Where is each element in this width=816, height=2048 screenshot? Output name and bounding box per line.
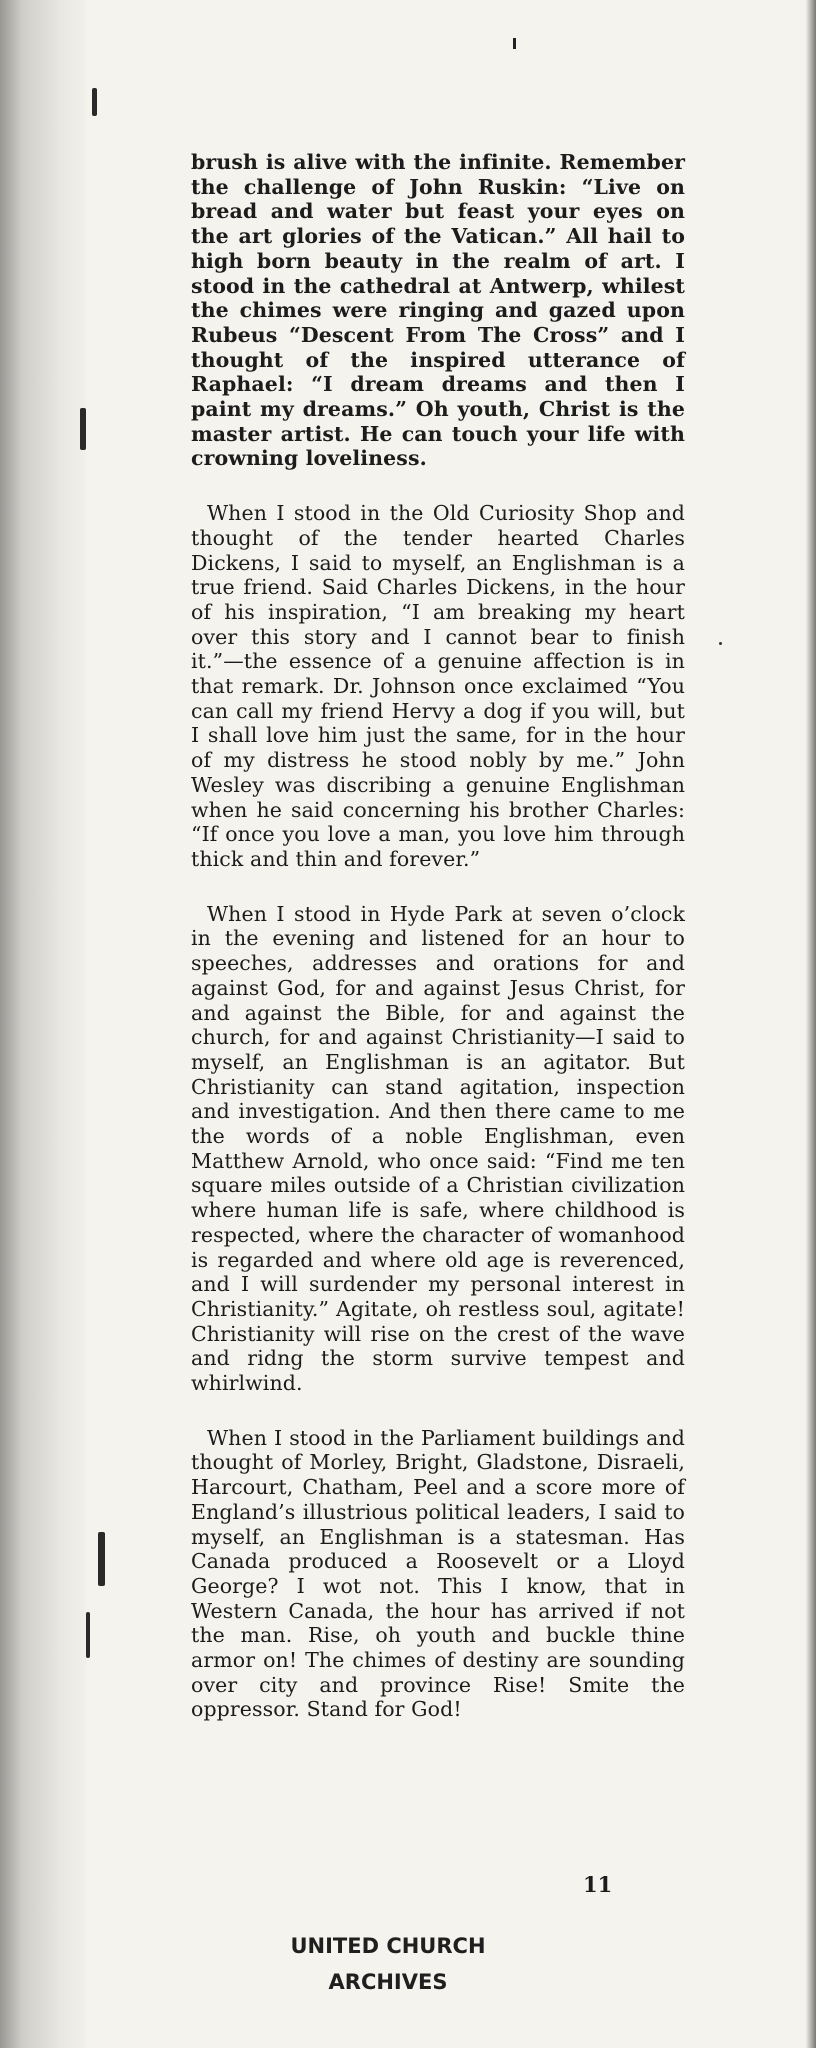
- page-edge-shadow: [806, 0, 816, 2048]
- staple-mark: [98, 1532, 105, 1586]
- staple-mark: [80, 408, 86, 450]
- paragraph-hyde-park: When I stood in Hyde Park at seven o’clock in the evening and listened for an hour to speeches, addresses and orations for and against God, for and against Jesus Christ, for and against the Bible, for and against the church, for and against Christianity—I said to myself, an Englishman is an agitator. But Christianity can stand agitation, inspection and investigation. And then there came to me the words of a noble Englishman, even Matthew Arnold, who once said: “Find me ten square miles outside of a Christian civilization where human life is safe, where childhood is respected, where the character of womanhood is regarded and where old age is reverenced, and I will surdender my personal interest in Christianity.” Agitate, oh restless soul, agitate! Christianity will rise on the crest of the wave and ridng the storm survive tempest and whirlwind.: [191, 901, 685, 1396]
- paragraph-ruskin: brush is alive with the infinite. Remember the challenge of John Ruskin: “Live on bread and water but feast your eyes on the art glories of the Vatican.” All hail to high born beauty in the realm of art. I stood in the cathedral at Antwerp, whilest the chimes were ringing and gazed upon Rubeus “Descent From The Cross” and I thought of the inspired utterance of Raphael: “I dream dreams and then I paint my dreams.” Oh youth, Christ is the master artist. He can touch your life with crowning loveliness.: [191, 150, 685, 471]
- stamp-line: ARCHIVES: [328, 1970, 448, 1994]
- staple-mark: [86, 1612, 90, 1658]
- paragraph-parliament: When I stood in the Parliament buildings and thought of Morley, Bright, Gladstone, Disraeli, Harcourt, Chatham, Peel and a score more of England’s illustrious political leaders, I said to myself, an Englishman is a statesman. Has Canada produced a Roosevelt or a Lloyd George? I wot not. This I know, that in Western Canada, the hour has arrived if not the man. Rise, oh youth and buckle thine armor on! The chimes of destiny are sounding over city and province Rise! Smite the oppressor. Stand for God!: [191, 1425, 685, 1722]
- stamp-line: UNITED CHURCH: [290, 1934, 486, 1958]
- scan-artifact: [719, 642, 722, 645]
- scan-artifact: [513, 38, 516, 49]
- article-body: [191, 150, 685, 1752]
- archive-stamp: [288, 1928, 488, 2000]
- staple-mark: [92, 88, 97, 116]
- page-number: 11: [583, 1872, 613, 1897]
- binding-spine: [0, 0, 86, 2048]
- paragraph-dickens: When I stood in the Old Curiosity Shop and thought of the tender hearted Charles Dickens, I said to myself, an Englishman is a true friend. Said Charles Dickens, in the hour of his inspiration, “I am breaking my heart over this story and I cannot bear to finish it.”—the essence of a genuine affection is in that remark. Dr. Johnson once exclaimed “You can call my friend Hervy a dog if you will, but I shall love him just the same, for in the hour of my distress he stood nobly by me.” John Wesley was discribing a genuine Englishman when he said concerning his brother Charles: “If once you love a man, you love him through thick and thin and forever.”: [191, 501, 685, 871]
